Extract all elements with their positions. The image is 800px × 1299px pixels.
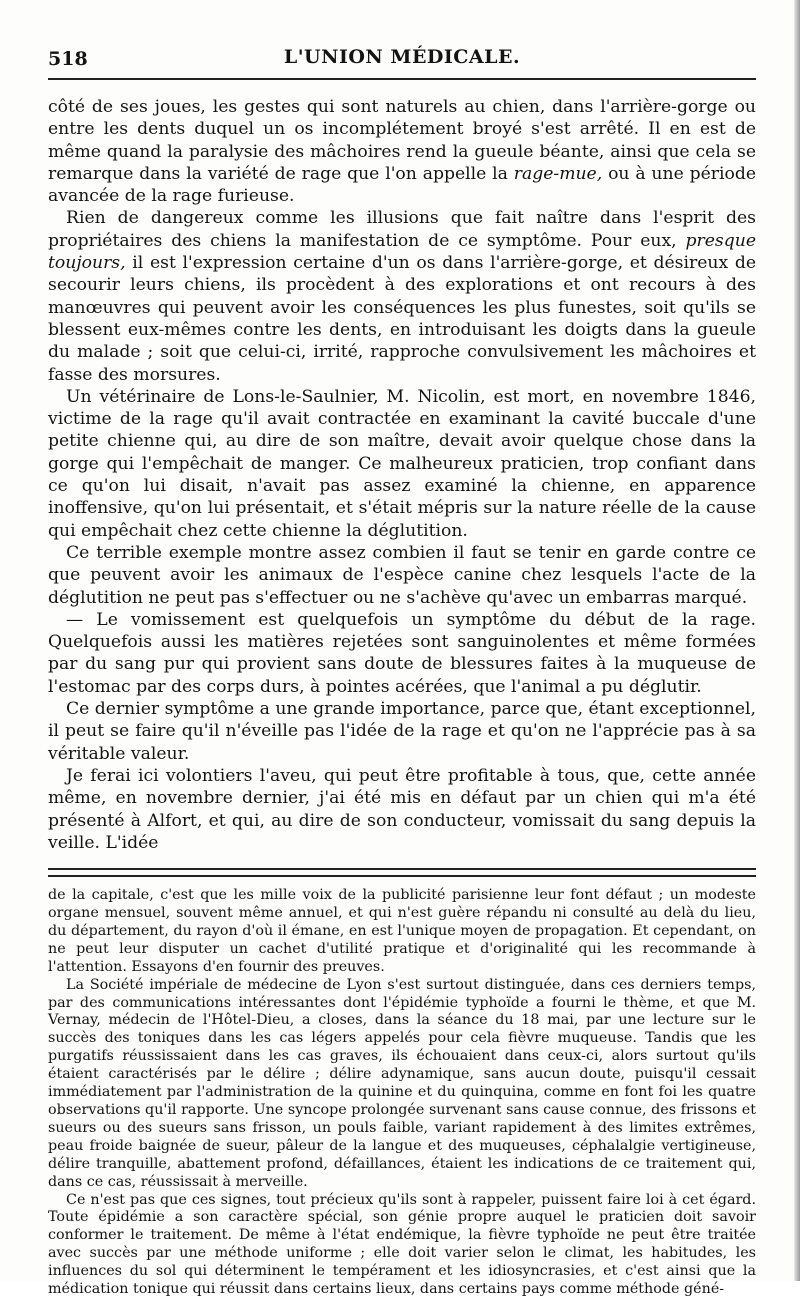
paragraph-text: Rien de dangereux comme les illusions que fait naître dans l'esprit des propriétaires des chiens la manifestation de ce symptôme. Pour eux, <box>48 208 756 251</box>
page-number: 518 <box>48 48 88 70</box>
page-header <box>48 0 756 80</box>
paragraph-text: côté de ses joues, les gestes qui sont naturels au chien, dans l'arrière-gorge ou entre les dents duquel un os incomplétement broyé s'est arrêté. Il en est de même quand la paralysie des mâchoires rend la gueule béante, ainsi que cela se remarque dans la variété de rage que l'on appelle la <box>48 97 756 184</box>
italic-term: rage-mue, <box>513 163 603 184</box>
paragraph: Je ferai ici volontiers l'aveu, qui peut être profitable à tous, que, cette année même, en novembre dernier, j'ai été mis en défaut par un chien qui m'a été présenté à Alfort, et qui, au dire de son conducteur, vomissait du sang depuis la veille. L'idée <box>48 765 756 853</box>
page-edge-shadow <box>794 0 800 1281</box>
paragraph: Ce terrible exemple montre assez combien il faut se tenir en garde contre ce que peuvent avoir les animaux de l'espèce canine chez lesquels l'acte de la déglutition ne peut pas s'effectuer ou ne s'achève qu'avec un embarras marqué. <box>48 542 756 608</box>
feuilleton-text <box>48 887 756 1299</box>
note-paragraph: de la capitale, c'est que les mille voix de la publicité parisienne leur font défaut ; un modeste organe mensuel, souvent même annuel, et qui n'est guère répandu ni consulté au delà du lieu, du département, du rayon d'où il émane, en est l'unique moyen de propagation. Et cependant, on ne peut leur disputer un cachet d'utilité pratique et d'originalité qui les recommande à l'attention. Essayons d'en fournir des preuves. <box>48 887 756 975</box>
paragraph <box>48 207 756 385</box>
paragraph: — Le vomissement est quelquefois un symptôme du début de la rage. Quelquefois aussi les matières rejetées sont sanguinolentes et même formées par du sang pur qui provient sans doute de blessures faites à la muqueuse de l'estomac par des corps durs, à pointes acérées, que l'animal a pu déglutir. <box>48 609 756 697</box>
section-divider <box>48 868 756 877</box>
main-text <box>48 80 756 854</box>
note-paragraph: Ce n'est pas que ces signes, tout précieux qu'ils sont à rappeler, puissent faire loi à cet égard. Toute épidémie a son caractère spécial, son génie propre auquel le praticien doit savoir conformer le traitement. De même à l'état endémique, la fièvre typhoïde ne peut être traitée avec succès par une méthode uniforme ; elle doit varier selon le climat, les habitudes, les influences du sol qui déterminent le tempérament et les idiosyncrasies, et c'est ainsi que la médication tonique qui réussit dans certains lieux, dans certains pays comme méthode géné- <box>48 1191 756 1298</box>
italic-term: presque toujours, <box>48 230 756 274</box>
paragraph-text: il est l'expression certaine d'un os dans l'arrière-gorge, et désireux de secourir leurs chiens, ils procèdent à des explorations et ont recours à des manœuvres qui peuvent avoir les conséquences les plus funestes, soit qu'ils se blessent eux-mêmes contre les dents, en introduisant les doigts dans la gueule du malade ; soit que celui-ci, irrité, rapproche convulsivement les mâchoires et fasse des morsures. <box>48 253 756 385</box>
paragraph-continuation <box>48 96 756 207</box>
paragraph: Ce dernier symptôme a une grande importance, parce que, étant exceptionnel, il peut se faire qu'il n'éveille pas l'idée de la rage et qu'on ne l'apprécie pas à sa véritable valeur. <box>48 699 756 764</box>
paragraph: Un vétérinaire de Lons-le-Saulnier, M. Nicolin, est mort, en novembre 1846, victime de la rage qu'il avait contractée en examinant la cavité buccale d'une petite chienne qui, au dire de son maître, devait avoir quelque chose dans la gorge qui l'empêchait de manger. Ce malheureux praticien, trop confiant dans ce qu'on lui disait, n'avait pas assez examiné la chienne, en apparence inoffensive, qu'on lui présentait, et s'était mépris sur la nature réelle de la cause qui empêchait chez cette chienne la déglutition. <box>48 386 756 541</box>
paragraph-text: ou à une période avancée de la rage furieuse. <box>48 163 756 207</box>
running-title: L'UNION MÉDICALE. <box>283 46 521 68</box>
note-paragraph: La Société impériale de médecine de Lyon s'est surtout distinguée, dans ces derniers temps, par des communications intéressantes dont l'épidémie typhoïde a fourni le thème, et que M. Vernay, médecin de l'Hôtel-Dieu, a closes, dans la séance du 18 mai, par une lecture sur le succès des toniques dans les cas légers appelés pour cela fièvre muqueuse. Tandis que les purgatifs réussissaient dans les cas graves, ils échouaient dans ceux-ci, alors surtout qu'ils étaient caractérisés par le délire ; délire adynamique, sans aucun doute, puisqu'il cessait immédiatement par l'administration de la quinine et du quinquina, comme en font foi les quatre observations qu'il rapporte. Une syncope prolongée survenant sans cause connue, des frissons et sueurs ou des sueurs sans frisson, un pouls faible, variant rapidement à des limites extrêmes, peau froide baignée de sueur, pâleur de la langue et des muqueuses, céphalalgie vertigineuse, délire tranquille, abattement profond, défaillances, étaient les indications de ce traitement qui, dans ce cas, réussissait à merveille. <box>48 976 756 1190</box>
